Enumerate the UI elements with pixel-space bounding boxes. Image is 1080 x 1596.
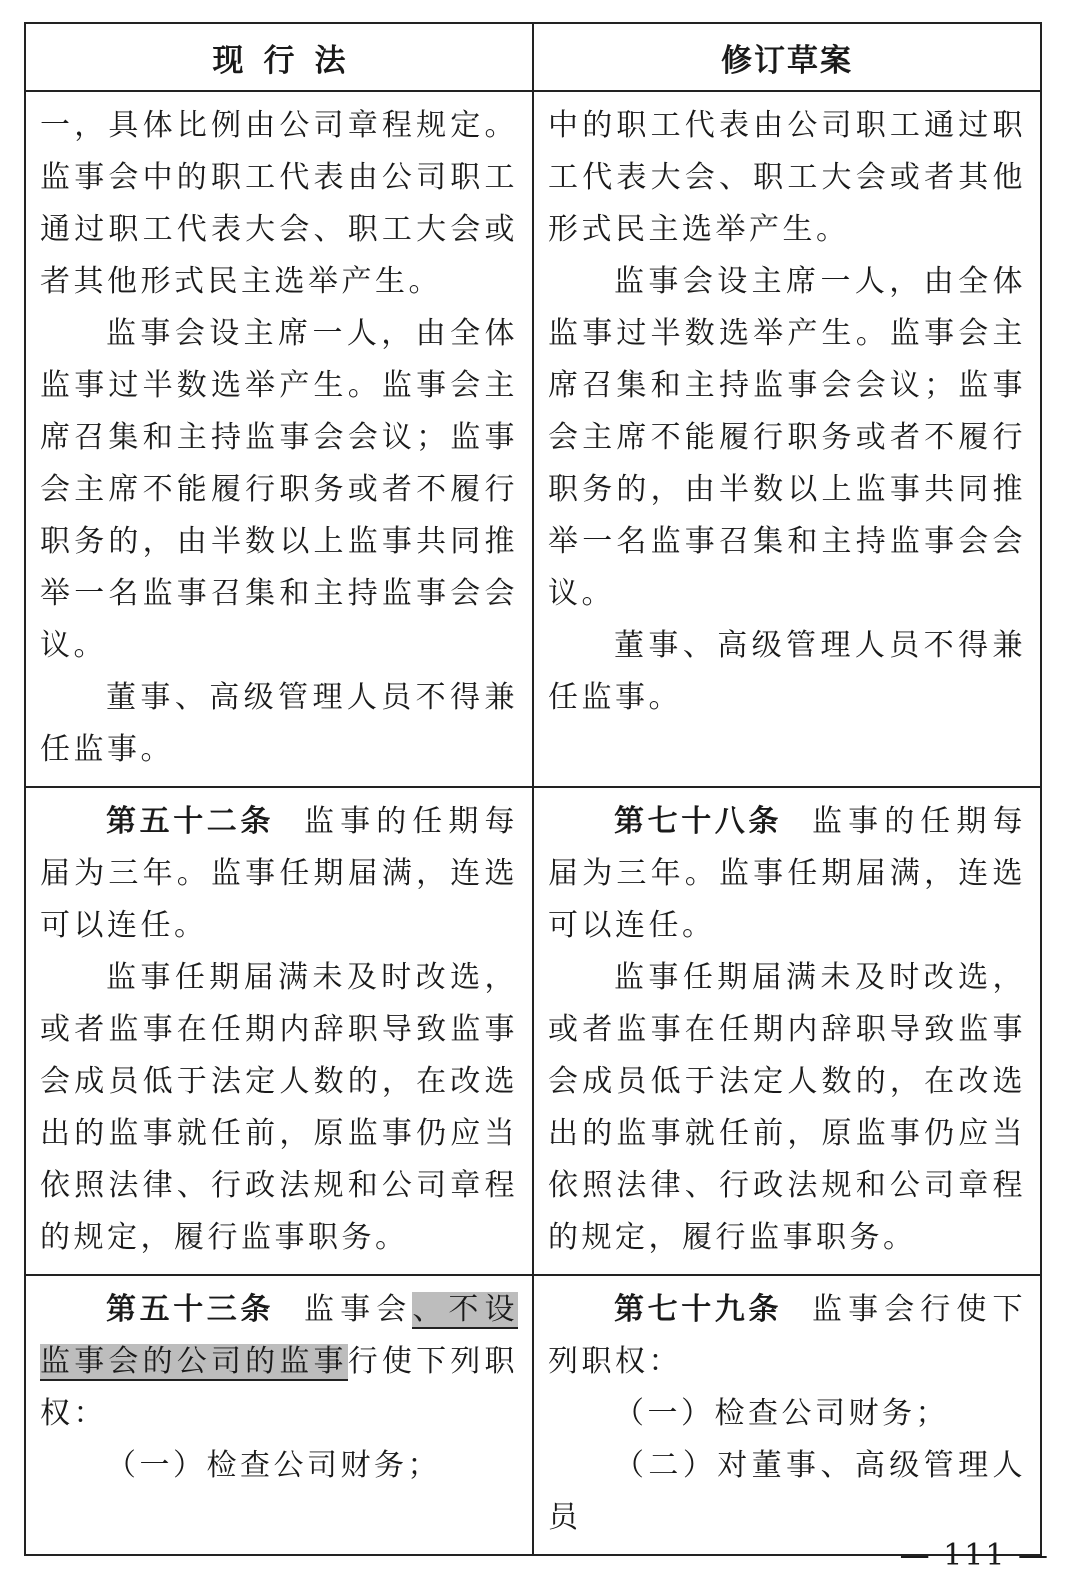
comparison-page: [24, 22, 1040, 1556]
article-text: 监事会: [304, 1292, 413, 1327]
current-law-cell: [25, 787, 533, 1275]
article-title: 第七十九条: [614, 1292, 782, 1327]
article-text: 监事的任期每届为三年。监事任期届满，连选可以连任。: [40, 804, 518, 943]
paragraph: 监事会设主席一人，由全体监事过半数选举产生。监事会主席召集和主持监事会会议；监事会主席不能履行职务或者不履行职务的，由半数以上监事共同推举一名监事召集和主持监事会会议。: [40, 316, 518, 663]
article-paragraph: [548, 796, 1026, 952]
article-title: 第七十八条: [614, 804, 782, 839]
article-text: 监事的任期每届为三年。监事任期届满，连选可以连任。: [548, 804, 1026, 943]
article-title: 第五十三条: [106, 1292, 274, 1327]
article-paragraph: [40, 796, 518, 952]
current-law-cell: [25, 91, 533, 787]
deleted-text-highlight: 、不设监事会的公司的监事: [40, 1292, 519, 1379]
table-row: [25, 787, 1041, 1275]
paragraph: 监事会设主席一人，由全体监事过半数选举产生。监事会主席召集和主持监事会会议；监事会主席不能履行职务或者不履行职务的，由半数以上监事共同推举一名监事召集和主持监事会会议。: [548, 264, 1026, 611]
article-text: 行使下列职权：: [40, 1344, 519, 1431]
article-title: 第五十二条: [106, 804, 274, 839]
revised-draft-cell: [533, 1275, 1041, 1555]
paragraph: （二）对董事、高级管理人员: [548, 1448, 1026, 1535]
current-law-cell: [25, 1275, 533, 1555]
paragraph: （一）检查公司财务；: [614, 1396, 949, 1431]
table-row: [25, 91, 1041, 787]
paragraph: 董事、高级管理人员不得兼任监事。: [40, 680, 518, 767]
article-paragraph: [548, 1284, 1026, 1388]
paragraph: 一，具体比例由公司章程规定。监事会中的职工代表由公司职工通过职工代表大会、职工大会或者其他形式民主选举产生。: [40, 108, 518, 299]
table-row: [25, 1275, 1041, 1555]
paragraph: 监事任期届满未及时改选，或者监事在任期内辞职导致监事会成员低于法定人数的，在改选出的监事就任前，原监事仍应当依照法律、行政法规和公司章程的规定，履行监事职务。: [40, 960, 518, 1255]
header-current-law: 现行法: [25, 23, 533, 91]
article-paragraph: [40, 1284, 518, 1440]
revised-draft-cell: [533, 787, 1041, 1275]
page-number: — 111 —: [899, 1538, 1050, 1573]
paragraph: （一）检查公司财务；: [106, 1448, 441, 1483]
article-text: 监事会行使下列职权：: [548, 1292, 1026, 1379]
law-comparison-table: [24, 22, 1042, 1556]
table-header-row: [25, 23, 1041, 91]
paragraph: 监事任期届满未及时改选，或者监事在任期内辞职导致监事会成员低于法定人数的，在改选出的监事就任前，原监事仍应当依照法律、行政法规和公司章程的规定，履行监事职务。: [548, 960, 1026, 1255]
paragraph: 中的职工代表由公司职工通过职工代表大会、职工大会或者其他形式民主选举产生。: [548, 108, 1026, 247]
paragraph: 董事、高级管理人员不得兼任监事。: [548, 628, 1026, 715]
revised-draft-cell: [533, 91, 1041, 787]
header-revised-draft: 修订草案: [533, 23, 1041, 91]
